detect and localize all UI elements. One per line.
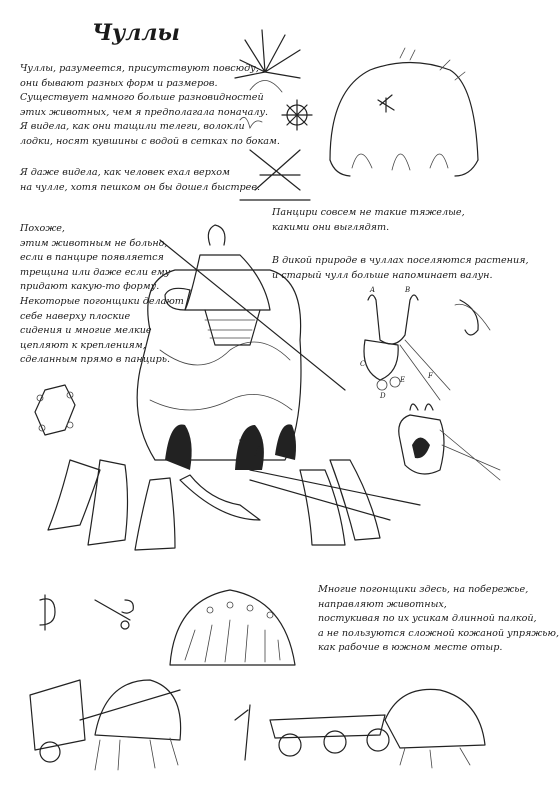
intro-line: Существует намного больше разновидностей xyxy=(20,92,264,104)
sketch-label: A xyxy=(370,286,376,294)
rider-note xyxy=(20,166,260,195)
intro-line: лодки, носят кувшины с водой в сетках по бокам. xyxy=(20,135,280,147)
sketch-label: E xyxy=(400,376,406,384)
harness-sketch xyxy=(364,295,500,480)
sketch-label: D xyxy=(380,392,386,400)
cart-sketch-left xyxy=(30,680,181,770)
left-note-line: сделанным прямо в панцирь. xyxy=(20,354,171,366)
drivers-note-line: а не пользуются сложной кожаной упряжью, xyxy=(318,627,559,639)
sketch-label: B xyxy=(405,286,411,294)
page-title: Чуллы xyxy=(92,20,180,46)
left-note-line: цепляют к креплениям, xyxy=(20,339,146,351)
shells-note-line: какими они выглядят. xyxy=(272,221,390,233)
left-note-line: этим животным не больно, xyxy=(20,237,168,249)
rider-note-line: Я даже видела, как человек ехал верхом xyxy=(20,167,230,178)
plants-note xyxy=(272,254,529,283)
left-note xyxy=(20,222,184,368)
rider-note-line: на чулле, хотя пешком он бы дошел быстрее. xyxy=(20,181,261,193)
left-note-line: сидения и многие мелкие xyxy=(20,325,152,337)
intro-line: Я видела, как они тащили телеги, волокли xyxy=(20,121,245,133)
left-note-line: себе наверху плоские xyxy=(20,310,131,322)
drivers-note-line: Многие погонщики здесь, на побережье, xyxy=(318,584,529,595)
overgrown-chull-sketch xyxy=(330,48,478,176)
plants-note-line: В дикой природе в чуллах поселяются растения, xyxy=(272,255,529,266)
cart-sketch-right xyxy=(235,689,485,768)
drivers-note xyxy=(318,583,559,656)
tool-sketches xyxy=(40,595,133,630)
drivers-note-line: постукивая по их усикам длинной палкой, xyxy=(318,613,537,625)
left-note-line: Некоторые погонщики делают xyxy=(20,295,184,307)
left-note-line: придают какую-то форму. xyxy=(20,281,160,293)
drivers-note-line: как рабочие в южном месте отыр. xyxy=(318,642,503,654)
left-note-line: если в панцире появляется xyxy=(20,252,164,264)
intro-line: они бывают разных форм и размеров. xyxy=(20,77,218,89)
shell-crack-sketch xyxy=(35,385,75,435)
sketch-label: C xyxy=(360,360,366,368)
intro-line: Чуллы, разумеется, присутствуют повсюду, xyxy=(20,63,259,74)
shells-note-line: Панцири совсем не такие тяжелые, xyxy=(272,207,465,218)
spiky-shell-sketch xyxy=(170,590,295,665)
intro-line: этих животных, чем я предполагала поначалу. xyxy=(20,106,269,118)
shells-note xyxy=(272,206,465,235)
left-note-line: трещина или даже если ему xyxy=(20,266,171,278)
sketch-label: F xyxy=(428,372,433,380)
left-note-line: Похоже, xyxy=(20,223,65,234)
plants-note-line: и старый чулл больше напоминает валун. xyxy=(272,269,493,281)
intro-text xyxy=(20,62,280,150)
drivers-note-line: направляют животных, xyxy=(318,598,447,610)
